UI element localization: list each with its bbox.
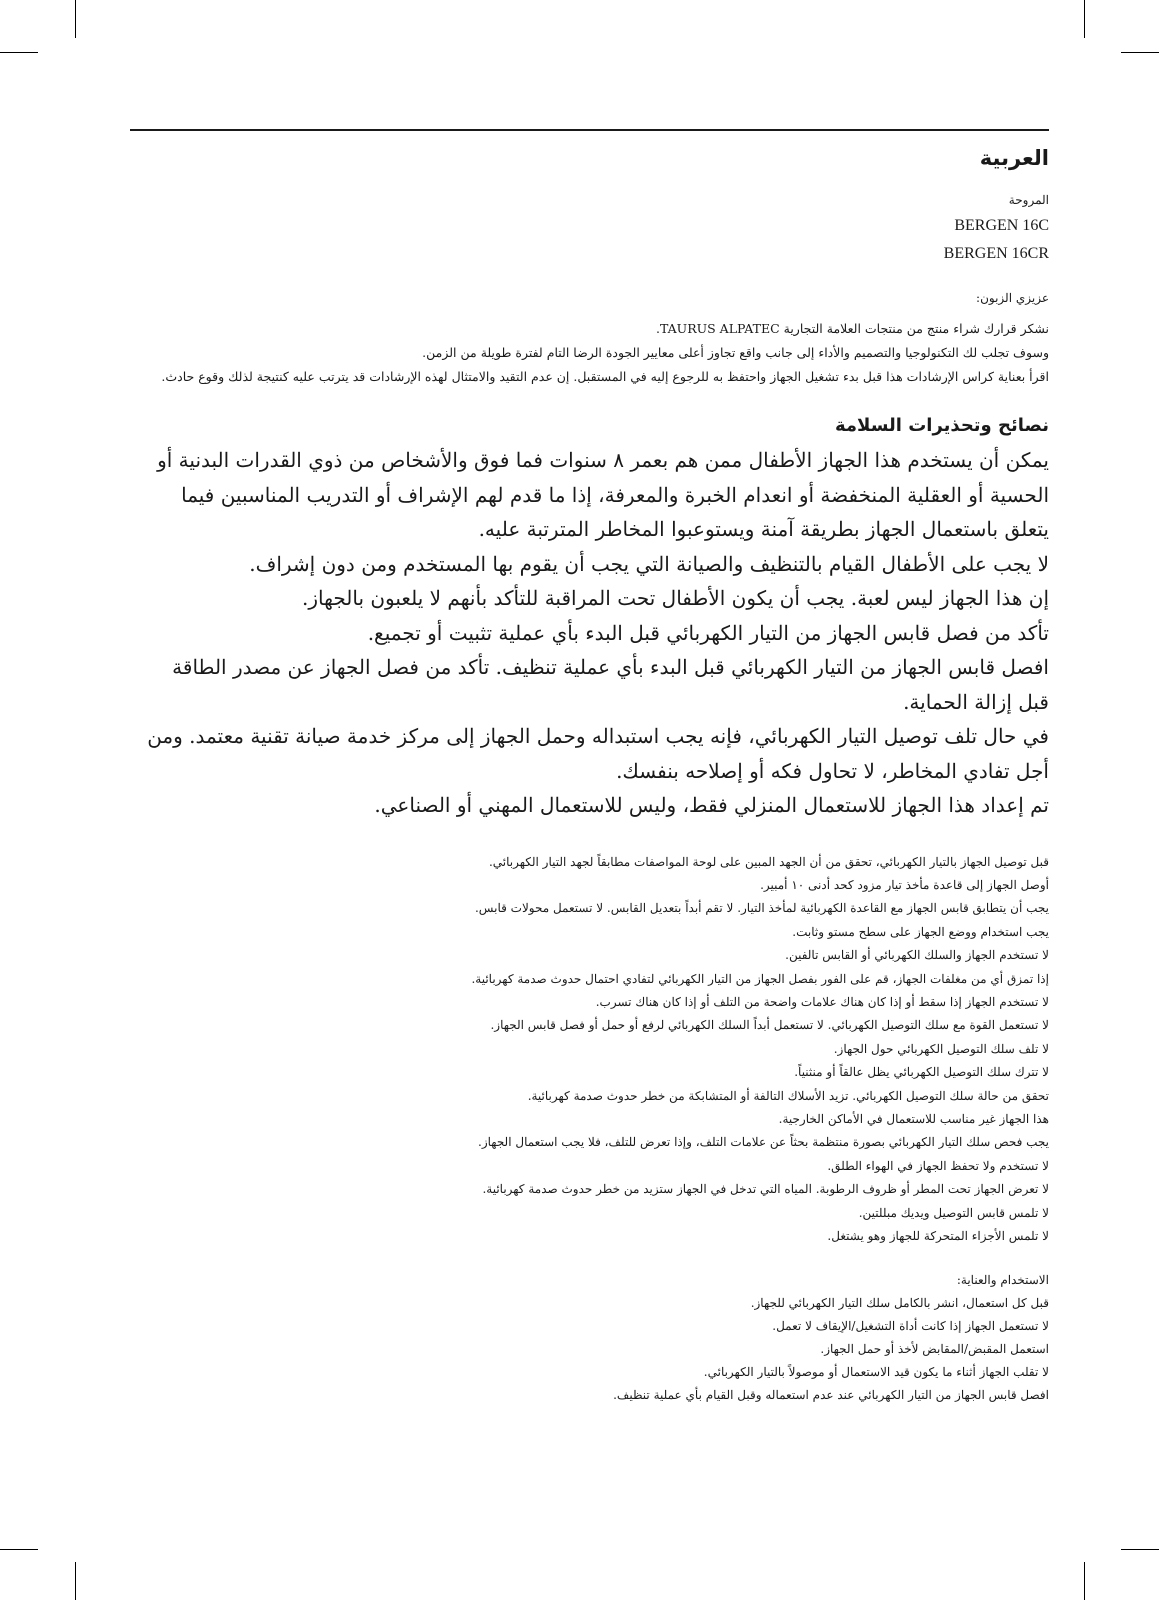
warning-item: يجب فحص سلك التيار الكهربائي بصورة منتظمة بحثاً عن علامات التلف، وإذا تعرض للتلف، فلا يجب استعمال الجهاز.: [478, 1135, 1049, 1150]
use-care-item: لا تستعمل الجهاز إذا كانت أداة التشغيل/الإيقاف لا تعمل.: [772, 1319, 1049, 1334]
warning-item: لا تترك سلك التوصيل الكهربائي يظل عالقاً أو منثنياً.: [794, 1065, 1049, 1080]
warning-item: أوصل الجهاز إلى قاعدة مأخذ تيار مزود كحد أدنى ١٠ أمبير.: [760, 877, 1049, 892]
crop-mark-top-left-h: [0, 52, 38, 53]
warning-item: يجب استخدام ووضع الجهاز على سطح مستو وثابت.: [792, 924, 1049, 939]
warning-item: تحقق من حالة سلك التوصيل الكهربائي. تزيد الأسلاك التالفة أو المتشابكة من خطر حدوث صدمة كهربائية.: [527, 1088, 1049, 1103]
warning-item: لا تستخدم الجهاز إذا سقط أو إذا كان هناك علامات واضحة من التلف أو إذا كان هناك تسرب.: [595, 994, 1049, 1009]
safety-paragraph: افصل قابس الجهاز من التيار الكهربائي قبل البدء بأي عملية تنظيف. تأكد من فصل الجهاز عن مصدر الطاقة قبل إزالة الحماية.: [172, 655, 1049, 714]
intro-paragraphs: [140, 317, 1049, 389]
warning-item: قبل توصيل الجهاز بالتيار الكهربائي، تحقق من أن الجهد المبين على لوحة المواصفات مطابقاً لجهد التيار الكهربائي.: [488, 854, 1049, 869]
warning-item: لا تلمس قابس التوصيل ويديك مبللتين.: [858, 1205, 1049, 1220]
crop-mark-bottom-left-h: [0, 1549, 38, 1550]
intro-paragraph: اقرأ بعناية كراس الإرشادات هذا قبل بدء تشغيل الجهاز واحتفظ به للرجوع إليه في المستقبل. إن عدم التقيد والامتثال لهذه الإرشادات قد يترتب عليه كنتيجة لذلك وقوع حادث.: [161, 369, 1049, 384]
use-care-list: [140, 1292, 1049, 1407]
safety-paragraph: في حال تلف توصيل التيار الكهربائي، فإنه يجب استبداله وحمل الجهاز إلى مركز خدمة صيانة تقنية معتمد. ومن أجل تفادي المخاطر، لا تحاول فكه أو إصلاحه بنفسك.: [147, 724, 1049, 783]
warnings-list: [140, 851, 1049, 1249]
warning-item: لا تلمس الأجزاء المتحركة للجهاز وهو يشتغل.: [827, 1229, 1049, 1243]
safety-title: نصائح وتحذيرات السلامة: [834, 415, 1049, 436]
safety-paragraph: تم إعداد هذا الجهاز للاستعمال المنزلي فقط، وليس للاستعمال المهني أو الصناعي.: [374, 793, 1049, 817]
use-care-item: استعمل المقبض/المقابض لأخذ أو حمل الجهاز.: [820, 1342, 1049, 1357]
safety-paragraph: لا يجب على الأطفال القيام بالتنظيف والصيانة التي يجب أن يقوم بها المستخدم ومن دون إشراف.: [249, 551, 1049, 576]
warning-item: لا تلف سلك التوصيل الكهربائي حول الجهاز.: [833, 1041, 1049, 1056]
crop-mark-bottom-right-h: [1121, 1549, 1159, 1550]
header-rule: [130, 129, 1049, 131]
use-care-item: قبل كل استعمال، انشر بالكامل سلك التيار الكهربائي للجهاز.: [750, 1296, 1049, 1311]
crop-mark-top-right-h: [1121, 52, 1159, 53]
model-name: BERGEN 16CR: [943, 245, 1049, 262]
use-care-item: لا تقلب الجهاز أثناء ما يكون قيد الاستعمال أو موصولاً بالتيار الكهربائي.: [703, 1365, 1049, 1380]
use-care-title: الاستخدام والعناية:: [956, 1273, 1049, 1288]
warning-item: لا تستخدم ولا تحفظ الجهاز في الهواء الطلق.: [827, 1158, 1049, 1173]
warning-item: يجب أن يتطابق قابس الجهاز مع القاعدة الكهربائية لمأخذ التيار. لا تقم أبداً بتعديل القابس. لا تستعمل محولات قابس.: [474, 901, 1049, 916]
intro-paragraph: نشكر قرارك شراء منتج من منتجات العلامة التجارية TAURUS ALPATEC.: [656, 321, 1049, 336]
intro-paragraph: وسوف تجلب لك التكنولوجيا والتصميم والأداء إلى جانب واقع تجاوز أعلى معايير الجودة الرضا التام لفترة طويلة من الزمن.: [422, 345, 1049, 360]
warning-item: لا تستعمل القوة مع سلك التوصيل الكهربائي. لا تستعمل أبداً السلك الكهربائي لرفع أو حمل أو فصل قابس الجهاز.: [490, 1018, 1049, 1033]
warning-item: لا تعرض الجهاز تحت المطر أو ظروف الرطوبة. المياه التي تدخل في الجهاز ستزيد من خطر حدوث صدمة كهربائية.: [482, 1182, 1049, 1197]
warning-item: لا تستخدم الجهاز والسلك الكهربائي أو القابس تالفين.: [785, 948, 1049, 963]
document-body: [140, 138, 1049, 1407]
warning-item: إذا تمزق أي من مغلفات الجهاز، قم على الفور بفصل الجهاز من التيار الكهربائي لتفادي احتمال حدوث صدمة كهربائية.: [471, 971, 1049, 986]
greeting: عزيزي الزبون:: [976, 291, 1049, 305]
crop-mark-bottom-right: [1084, 1562, 1085, 1600]
safety-paragraph: يمكن أن يستخدم هذا الجهاز الأطفال ممن هم بعمر ٨ سنوات فما فوق والأشخاص من ذوي القدرات البدنية أو الحسية أو العقلية المنخفضة أو انعدام الخبرة والمعرفة، إذا ما قدم لهم الإشراف أو التدريب المناسبين فيما يتعلق باستعمال الجهاز بطريقة آمنة ويستوعبوا المخاطر المترتبة عليه.: [157, 448, 1049, 541]
crop-mark-top-right: [1084, 0, 1085, 38]
safety-main-paragraphs: [140, 443, 1049, 823]
safety-paragraph: إن هذا الجهاز ليس لعبة. يجب أن يكون الأطفال تحت المراقبة للتأكد بأنهم لا يلعبون بالجهاز.: [302, 586, 1049, 610]
product-type: المروحة: [1008, 193, 1049, 207]
language-title: العربية: [979, 146, 1049, 170]
safety-paragraph: تأكد من فصل قابس الجهاز من التيار الكهربائي قبل البدء بأي عملية تثبيت أو تجميع.: [367, 620, 1049, 645]
model-name: BERGEN 16C: [954, 217, 1049, 234]
crop-mark-top-left: [75, 0, 76, 38]
warning-item: هذا الجهاز غير مناسب للاستعمال في الأماكن الخارجية.: [778, 1111, 1049, 1126]
crop-mark-bottom-left: [75, 1562, 76, 1600]
use-care-item: افصل قابس الجهاز من التيار الكهربائي عند عدم استعماله وقبل القيام بأي عملية تنظيف.: [613, 1388, 1049, 1403]
